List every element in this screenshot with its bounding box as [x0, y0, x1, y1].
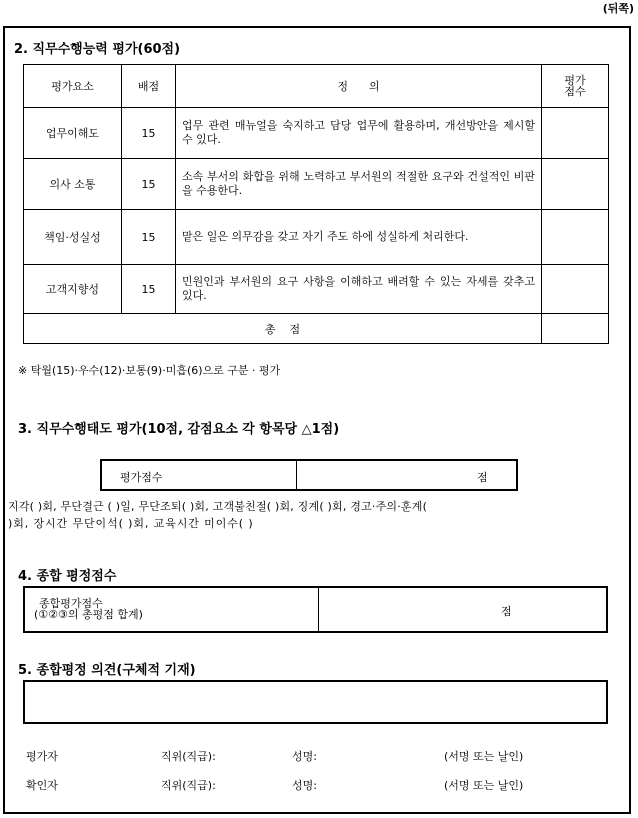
total-score-unit: 점 — [501, 605, 512, 618]
col-header-definition: 정 의 — [176, 65, 542, 108]
total-label: 총 점 — [24, 314, 542, 344]
attitude-score-label: 평가점수 — [120, 471, 163, 484]
row-definition: 업무 관련 매뉴얼을 숙지하고 담당 업무에 활용하며, 개선방안을 제시할 수 있다. — [176, 108, 542, 159]
total-score-label-cell — [25, 588, 319, 631]
row-definition: 맡은 일은 의무감을 갖고 자기 주도 하에 성실하게 처리한다. — [176, 210, 542, 265]
section2-title: 2. 직무수행능력 평가(60점) — [14, 42, 181, 57]
total-row — [24, 314, 609, 344]
signature-position: 직위(직급): — [161, 779, 216, 792]
row-points: 15 — [122, 108, 176, 159]
total-score-label-1: 종합평가점수 — [39, 597, 103, 610]
table-row — [24, 159, 609, 210]
row-points: 15 — [122, 210, 176, 265]
row-points: 15 — [122, 159, 176, 210]
table-row — [24, 108, 609, 159]
attitude-score-unit: 점 — [477, 471, 488, 484]
section3-title: 3. 직무수행태도 평가(10점, 감점요소 각 항목당 △1점) — [18, 422, 340, 437]
signature-row-verifier — [0, 777, 638, 791]
attitude-score-input[interactable] — [297, 461, 516, 489]
signature-row-evaluator — [0, 748, 638, 762]
col-header-score: 평가 점수 — [542, 65, 609, 108]
col-header-points: 배점 — [122, 65, 176, 108]
row-score-cell[interactable] — [542, 210, 609, 265]
row-element: 고객지향성 — [24, 265, 122, 314]
row-element: 의사 소통 — [24, 159, 122, 210]
table-row — [24, 210, 609, 265]
attitude-score-box — [100, 459, 518, 491]
total-score-cell[interactable] — [542, 314, 609, 344]
total-score-label-2: (①②③의 총평점 합계) — [34, 608, 143, 621]
row-definition: 민원인과 부서원의 요구 사항을 이해하고 배려할 수 있는 자세를 갖추고 있다. — [176, 265, 542, 314]
row-score-cell[interactable] — [542, 108, 609, 159]
signature-sign: (서명 또는 날인) — [444, 750, 524, 763]
signature-role: 평가자 — [26, 750, 58, 763]
signature-position: 직위(직급): — [161, 750, 216, 763]
signature-sign: (서명 또는 날인) — [444, 779, 524, 792]
deduction-line-1: 지각( )회, 무단결근 ( )일, 무단조퇴( )회, 고객불친절( )회, 징계( )회, 경고·주의·훈계( — [8, 500, 428, 513]
total-score-input[interactable] — [319, 588, 606, 631]
signature-name: 성명: — [292, 779, 317, 792]
section4-title: 4. 종합 평정점수 — [18, 569, 117, 584]
row-score-cell[interactable] — [542, 265, 609, 314]
col-header-element: 평가요소 — [24, 65, 122, 108]
attitude-score-label-cell — [102, 461, 297, 489]
deduction-line-2: )회, 장시간 무단이석( )회, 교육시간 미이수( ) — [8, 517, 254, 530]
table-row — [24, 265, 609, 314]
row-points: 15 — [122, 265, 176, 314]
evaluation-table — [23, 64, 609, 344]
section5-title: 5. 종합평정 의견(구체적 기재) — [18, 663, 196, 678]
row-element: 업무이해도 — [24, 108, 122, 159]
signature-role: 확인자 — [26, 779, 58, 792]
opinion-textbox[interactable] — [23, 680, 608, 724]
total-score-box — [23, 586, 608, 633]
row-element: 책임·성실성 — [24, 210, 122, 265]
backside-label: (뒤쪽) — [602, 2, 634, 15]
signature-name: 성명: — [292, 750, 317, 763]
row-definition: 소속 부서의 화합을 위해 노력하고 부서원의 적절한 요구와 건설적인 비판을 수용한다. — [176, 159, 542, 210]
grading-note: ※ 탁월(15)·우수(12)·보통(9)·미흡(6)으로 구분 · 평가 — [18, 364, 281, 377]
row-score-cell[interactable] — [542, 159, 609, 210]
